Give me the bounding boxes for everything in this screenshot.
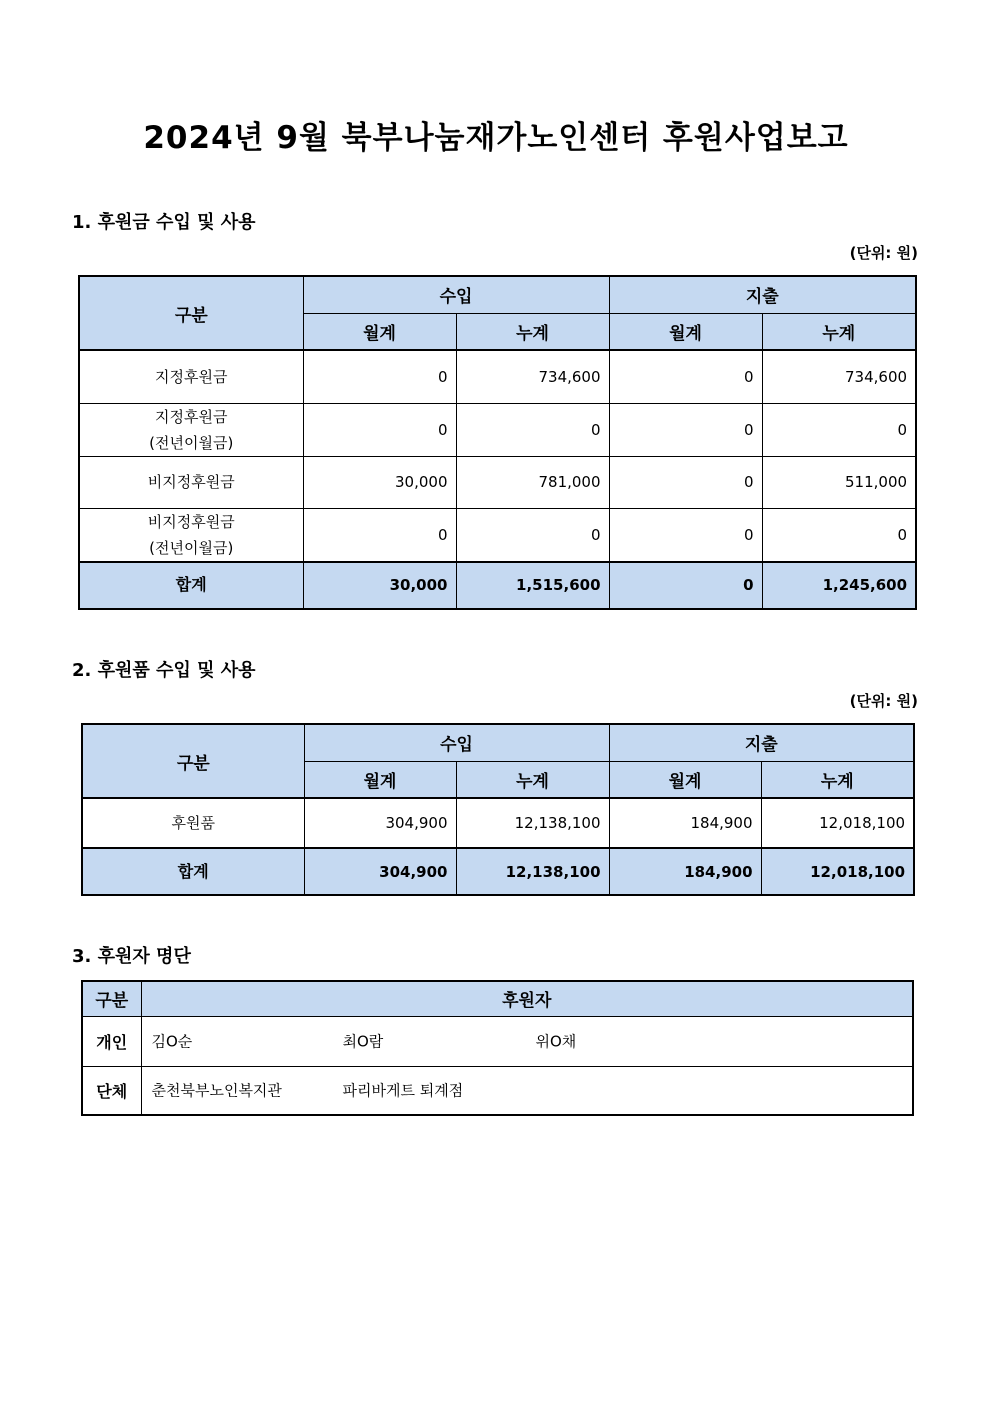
cell-income-cumulative: 781,000 (456, 456, 609, 508)
header-donors: 후원자 (141, 981, 913, 1016)
section3-heading: 3. 후원자 명단 (72, 946, 191, 967)
group-names (141, 1066, 913, 1115)
header-category: 구분 (82, 981, 141, 1016)
cell-expense-cumulative: 0 (762, 508, 916, 562)
header-category: 구분 (79, 276, 303, 350)
section2-unit: (단위: 원) (849, 692, 918, 710)
header-expense-cumulative: 누계 (762, 313, 916, 350)
table-row (79, 403, 916, 456)
cell-income-cumulative: 734,600 (456, 350, 609, 403)
donor-name: 김O순 (151, 1032, 193, 1051)
cell-income-cumulative: 0 (456, 508, 609, 562)
total-income-cumulative: 12,138,100 (456, 848, 609, 895)
cell-income-monthly: 0 (303, 508, 456, 562)
total-label: 합계 (79, 562, 303, 609)
total-income-monthly: 304,900 (304, 848, 456, 895)
total-expense-cumulative: 1,245,600 (762, 562, 916, 609)
cell-expense-monthly: 0 (609, 508, 762, 562)
donor-name: 춘천북부노인복지관 (151, 1081, 282, 1100)
header-expense: 지출 (609, 276, 916, 313)
cell-income-monthly: 30,000 (303, 456, 456, 508)
header-income-monthly: 월계 (303, 313, 456, 350)
cell-expense-monthly: 0 (609, 403, 762, 456)
row-label: 지정후원금 (전년이월금) (79, 403, 303, 456)
donation-goods-table (81, 723, 915, 896)
individual-row (82, 1016, 913, 1066)
individual-names (141, 1016, 913, 1066)
total-label: 합계 (82, 848, 304, 895)
header-income: 수입 (304, 724, 609, 761)
donation-money-table (78, 275, 917, 610)
donor-list-table (81, 980, 914, 1116)
cell-expense-cumulative: 0 (762, 403, 916, 456)
table-row (82, 798, 914, 848)
total-income-cumulative: 1,515,600 (456, 562, 609, 609)
total-income-monthly: 30,000 (303, 562, 456, 609)
header-income: 수입 (303, 276, 609, 313)
cell-income-monthly: 0 (303, 403, 456, 456)
page-title: 2024년 9월 북부나눔재가노인센터 후원사업보고 (143, 120, 849, 156)
group-row (82, 1066, 913, 1115)
section2-heading: 2. 후원품 수입 및 사용 (72, 660, 256, 681)
total-row (79, 562, 916, 609)
individual-label: 개인 (82, 1016, 141, 1066)
cell-income-monthly: 304,900 (304, 798, 456, 848)
cell-income-monthly: 0 (303, 350, 456, 403)
header-category: 구분 (82, 724, 304, 798)
row-label: 비지정후원금 (전년이월금) (79, 508, 303, 562)
cell-income-cumulative: 0 (456, 403, 609, 456)
total-expense-monthly: 0 (609, 562, 762, 609)
table-row (79, 456, 916, 508)
header-expense-monthly: 월계 (609, 761, 761, 798)
cell-expense-cumulative: 12,018,100 (761, 798, 914, 848)
section1-heading: 1. 후원금 수입 및 사용 (72, 212, 256, 233)
header-income-cumulative: 누계 (456, 761, 609, 798)
group-label: 단체 (82, 1066, 141, 1115)
cell-expense-monthly: 0 (609, 456, 762, 508)
donor-name: 파리바게트 퇴계점 (342, 1081, 464, 1100)
donor-name: 위O채 (535, 1032, 577, 1051)
total-expense-cumulative: 12,018,100 (761, 848, 914, 895)
section1-unit: (단위: 원) (849, 244, 918, 262)
cell-expense-monthly: 184,900 (609, 798, 761, 848)
cell-income-cumulative: 12,138,100 (456, 798, 609, 848)
cell-expense-cumulative: 511,000 (762, 456, 916, 508)
total-row (82, 848, 914, 895)
header-expense: 지출 (609, 724, 914, 761)
cell-expense-monthly: 0 (609, 350, 762, 403)
row-label: 비지정후원금 (79, 456, 303, 508)
table-row (79, 508, 916, 562)
row-label: 후원품 (82, 798, 304, 848)
table-row (79, 350, 916, 403)
row-label: 지정후원금 (79, 350, 303, 403)
cell-expense-cumulative: 734,600 (762, 350, 916, 403)
header-income-cumulative: 누계 (456, 313, 609, 350)
header-expense-monthly: 월계 (609, 313, 762, 350)
total-expense-monthly: 184,900 (609, 848, 761, 895)
donor-name: 최O람 (342, 1032, 384, 1051)
header-income-monthly: 월계 (304, 761, 456, 798)
header-expense-cumulative: 누계 (761, 761, 914, 798)
